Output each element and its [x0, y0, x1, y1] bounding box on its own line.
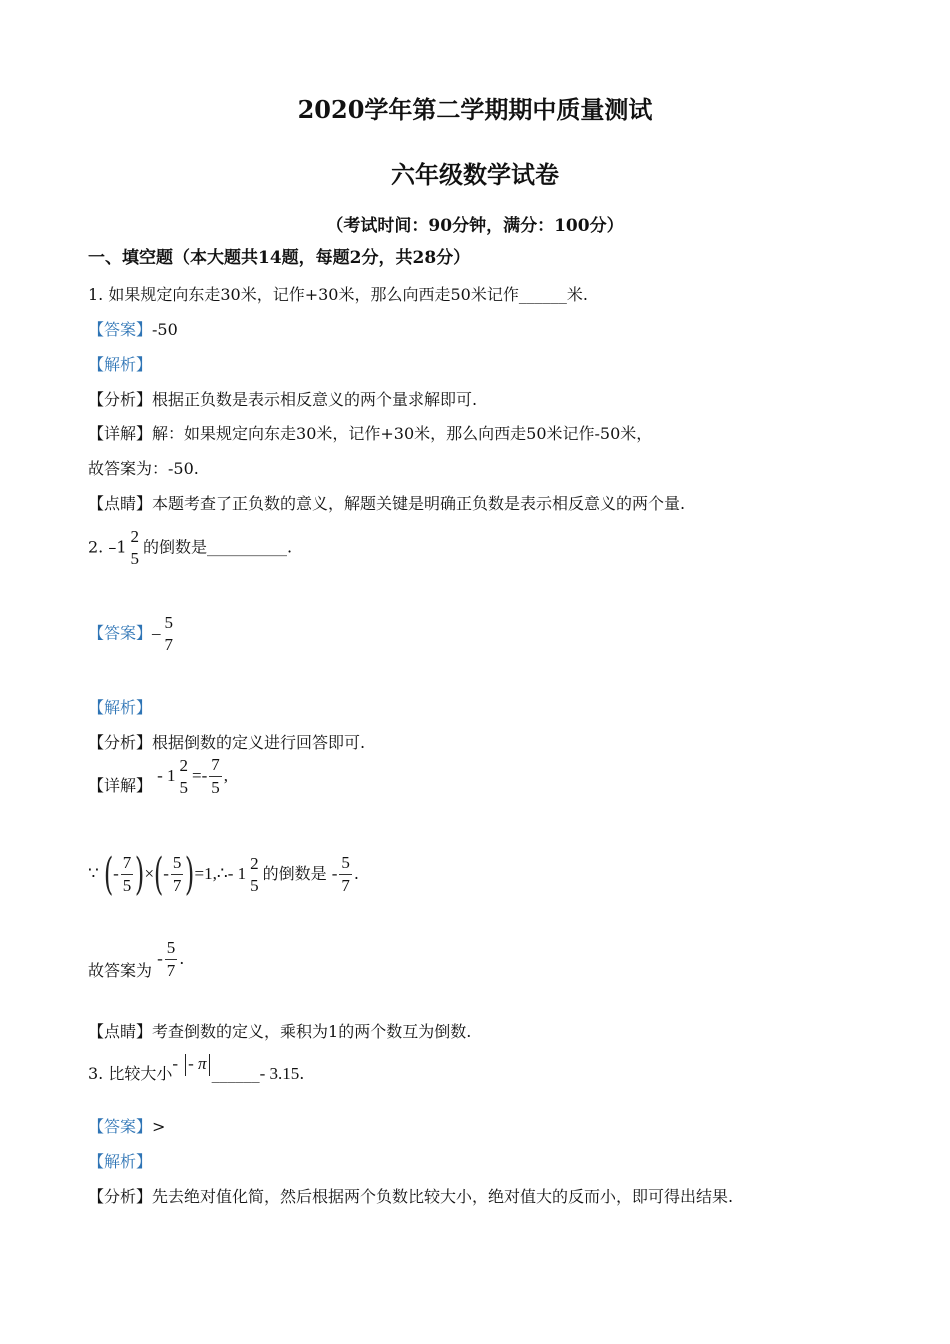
- q2-fraction-den: 5: [130, 549, 140, 568]
- q2-fraction: [129, 526, 142, 570]
- q2-answer-row: [88, 612, 177, 656]
- q1-analysis: 根据正负数是表示相反意义的两个量求解即可.: [152, 390, 478, 409]
- q2-reasoning-row: [88, 848, 360, 900]
- q2-paren-minus: -: [163, 864, 169, 883]
- q2-reason-frac2: [171, 852, 184, 897]
- q2-comment-row: [88, 1022, 471, 1042]
- comment-label: 【点睛】: [88, 1022, 153, 1041]
- q2-c-num: 5: [165, 937, 178, 960]
- left-paren: (: [103, 848, 114, 900]
- q2-c-den: 7: [166, 961, 176, 980]
- q2-c-frac: [165, 937, 178, 982]
- q2-question: [88, 526, 292, 570]
- document-subtitle: 六年级数学试卷: [391, 160, 559, 189]
- comment-label: 【点睛】: [88, 494, 153, 513]
- q1-answer: -50: [152, 320, 178, 339]
- q2-t-minus: - 1: [227, 864, 247, 883]
- q2-detail-num2: 7: [209, 754, 222, 777]
- answer-label: 【答案】: [88, 623, 153, 643]
- analysis-label: 【分析】: [88, 390, 153, 409]
- q3-jiexi-label: 【解析】: [88, 1152, 153, 1171]
- analysis-label: 【分析】: [88, 1187, 153, 1206]
- q2-detail-num1: 2: [179, 755, 189, 775]
- times-symbol: ×: [144, 864, 155, 883]
- q2-jiexi-label: 【解析】: [88, 698, 153, 717]
- q2-result: =1,: [194, 864, 217, 883]
- abs-bar-left: [185, 1054, 186, 1076]
- q3-analysis-row: [88, 1187, 733, 1207]
- q3-answer-row: [88, 1117, 165, 1137]
- q2-detail-den2: 5: [211, 778, 220, 797]
- q2-detail-eq: =-: [192, 766, 208, 785]
- q2-detail-den1: 5: [179, 777, 189, 797]
- q3-inner: - π: [188, 1054, 207, 1073]
- right-paren: ): [135, 848, 145, 900]
- q2-r-num: 5: [339, 852, 352, 875]
- q2-suffix: 的倒数是__________.: [143, 537, 293, 557]
- q2-answer-num: 5: [164, 613, 174, 632]
- q2-answer-sign: –: [152, 623, 161, 643]
- q2-analysis-row: [88, 733, 365, 753]
- document-title: 2020学年第二学期期中质量测试: [297, 95, 653, 124]
- q2-t-num: 2: [250, 853, 259, 873]
- q3-neg: -: [172, 1054, 179, 1073]
- q2-reason-den2: 7: [172, 876, 182, 895]
- q2-reciprocal-text: 的倒数是: [262, 864, 327, 883]
- q2-answer-den: 7: [164, 635, 174, 654]
- q2-detail-frac1: [178, 755, 191, 799]
- q1-jiexi-label: 【解析】: [88, 355, 153, 374]
- q2-detail-row: [88, 755, 229, 809]
- q2-comment: 考查倒数的定义，乘积为1的两个数互为倒数.: [152, 1022, 472, 1041]
- q2-fraction-num: 2: [130, 527, 140, 546]
- left-paren: (: [153, 848, 164, 900]
- abs-bar-right: [209, 1054, 210, 1076]
- detail-label: 【详解】: [88, 424, 153, 443]
- q1-analysis-row: [88, 390, 477, 410]
- q3-period: .: [299, 1064, 305, 1083]
- q2-c-period: .: [179, 949, 185, 968]
- q1-detail-row: [88, 424, 652, 444]
- q2-conclusion: 故答案为: [88, 961, 153, 980]
- answer-label: 【答案】: [88, 320, 153, 339]
- q1-question: 1. 如果规定向东走30米，记作+30米，那么向西走50米记作______米.: [88, 285, 588, 304]
- analysis-label: 【分析】: [88, 733, 153, 752]
- q2-reason-frac1: [121, 852, 134, 897]
- q2-prefix: 2. –1: [88, 537, 127, 557]
- q2-t-den: 5: [250, 875, 259, 895]
- q2-detail-comma: ,: [223, 766, 229, 785]
- answer-label: 【答案】: [88, 1117, 153, 1136]
- q2-conclusion-row: [88, 934, 184, 984]
- q2-detail-minus: - 1: [157, 766, 176, 785]
- detail-label: 【详解】: [88, 776, 153, 795]
- exam-info: （考试时间：90分钟，满分：100分）: [326, 216, 624, 236]
- therefore-symbol: ∴: [216, 864, 228, 883]
- q1-comment-row: [88, 494, 685, 514]
- q3-blank: ______: [211, 1064, 260, 1083]
- q2-reason-den1: 5: [122, 876, 132, 895]
- q2-r-frac: [339, 852, 352, 897]
- section-heading: 一、填空题（本大题共14题，每题2分，共28分）: [88, 248, 471, 268]
- q2-reason-num1: 7: [121, 852, 134, 875]
- q2-r-period: .: [353, 864, 360, 883]
- q3-prefix: 3. 比较大小: [88, 1064, 173, 1083]
- q2-answer-fraction: [163, 612, 176, 656]
- q2-c-minus: -: [157, 949, 163, 968]
- q2-analysis: 根据倒数的定义进行回答即可.: [152, 733, 366, 752]
- q3-answer: >: [152, 1117, 166, 1136]
- q1-detail: 解：如果规定向东走30米，记作+30米，那么向西走50米记作-50米，: [152, 424, 653, 443]
- q1-conclusion: 故答案为：-50.: [88, 459, 199, 478]
- q2-t-frac: [248, 853, 261, 897]
- because-symbol: ∵: [88, 864, 99, 883]
- q2-reason-num2: 5: [171, 852, 184, 875]
- q2-r-den: 7: [341, 876, 350, 895]
- q3-question: [88, 1054, 305, 1088]
- q3-value: - 3.15: [259, 1064, 300, 1083]
- q2-detail-frac2: [209, 754, 222, 799]
- q2-paren-minus: -: [113, 864, 119, 883]
- q1-answer-row: [88, 320, 178, 340]
- q1-comment: 本题考查了正负数的意义，解题关键是明确正负数是表示相反意义的两个量.: [152, 494, 686, 513]
- q2-r-minus: -: [331, 864, 338, 883]
- right-paren: ): [185, 848, 195, 900]
- q3-analysis: 先去绝对值化简，然后根据两个负数比较大小，绝对值大的反而小，即可得出结果.: [152, 1187, 734, 1206]
